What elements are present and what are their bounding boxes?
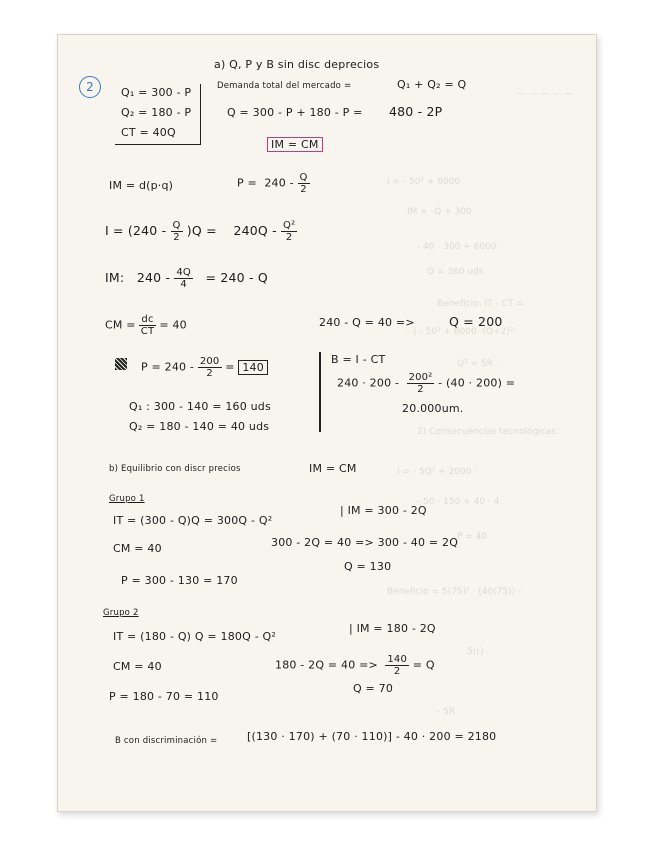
profit-result: 20.000um. (402, 402, 464, 415)
profit-discrimination-expression: [(130 · 170) + (70 · 110)] - 40 · 200 = 2180 (247, 730, 497, 743)
group-1-title: Grupo 1 (109, 494, 145, 504)
section-a-title: a) Q, P y B sin disc deprecios (214, 58, 380, 71)
demand-eq: Q₁ + Q₂ = Q (397, 78, 467, 91)
income-equation: I = (240 - $\frac{Q}{2}$ )Q = 240Q - $\frac{\text{Q²}}{2}$ (105, 220, 296, 243)
problem-number-circle: 2 (79, 76, 101, 98)
price-calc: P = 240 - $\frac{200}{2}$ = 140 (141, 356, 268, 379)
svg-text:2) Consecuencias tecnológicas:: 2) Consecuencias tecnológicas: (417, 427, 559, 437)
group-2-income: IT = (180 - Q) Q = 180Q - Q² (113, 630, 277, 643)
svg-text:Q = 360 uds: Q = 360 uds (427, 267, 484, 277)
given-q1: Q₁ = 300 - P (121, 86, 192, 99)
marginal-income-equation: IM: 240 - $\frac{4Q}{4}$ = 240 - Q (105, 267, 268, 290)
demand-result: 480 - 2P (389, 104, 443, 119)
group-1-marginal-income: | IM = 300 - 2Q (340, 504, 427, 517)
group-2-marginal-cost: CM = 40 (113, 660, 162, 673)
svg-text:- ( - 50² + 6000 ·(Q+2)²·: - ( - 50² + 6000 ·(Q+2)²· (407, 327, 517, 337)
bleed-line: — — — — — (517, 89, 574, 99)
group-1-solve: 300 - 2Q = 40 => 300 - 40 = 2Q (271, 536, 459, 549)
section-b-title: b) Equilibrio con discr precios (109, 464, 241, 474)
svg-text:I = - 50² + 6000: I = - 50² + 6000 (387, 177, 461, 187)
given-q2: Q₂ = 180 - P (121, 106, 192, 119)
vertical-divider (319, 352, 321, 432)
notebook-page (57, 34, 597, 812)
marginal-cost-equation: CM = $\frac{dc}{CT}$ = 40 (105, 314, 187, 337)
svg-text:- 50 · 150 + 40 · 4: - 50 · 150 + 40 · 4 (417, 497, 500, 507)
profit-discrimination-label: B con discriminación = (115, 736, 218, 746)
svg-text:5(r) -: 5(r) - (467, 647, 490, 657)
demand-sum: Q = 300 - P + 180 - P = (227, 106, 363, 119)
demand-label: Demanda total del mercado = (217, 81, 352, 91)
group-1-income: IT = (300 - Q)Q = 300Q - Q² (113, 514, 273, 527)
group-2-marginal-income: | IM = 180 - 2Q (349, 622, 436, 635)
group-2-solve: 180 - 2Q = 40 => $\frac{140}{2}$ = Q (275, 654, 435, 677)
givens-block (115, 84, 201, 145)
group-1-marginal-cost: CM = 40 (113, 542, 162, 555)
svg-text:- 40 · 300 + 6000 ·: - 40 · 300 + 6000 · (417, 242, 503, 252)
group-1-quantity: Q = 130 (344, 560, 392, 573)
svg-text:- 5R: - 5R (437, 707, 456, 717)
q1-result: Q₁ : 300 - 140 = 160 uds (129, 400, 271, 413)
group-2-title: Grupo 2 (103, 608, 139, 618)
given-ct: CT = 40Q (121, 126, 176, 139)
equilibrium-solve: 240 - Q = 40 => (319, 316, 415, 329)
profit-calc: 240 · 200 - $\frac{\text{200²}}{2}$ - (40 · 200) = (337, 372, 516, 395)
profit-definition: B = I - CT (331, 353, 386, 366)
group-2-quantity: Q = 70 (353, 682, 394, 695)
price-equation: P = 240 - $\frac{Q}{2}$ (237, 172, 308, 195)
quantity-result: Q = 200 (449, 314, 503, 329)
svg-text:IM = -Q + 300: IM = -Q + 300 (407, 207, 472, 217)
svg-text:I = - 5Q² + 2000 ·: I = - 5Q² + 2000 · (397, 467, 478, 477)
svg-text:Beneficio: IT - CT =: Beneficio: IT - CT = (437, 299, 524, 309)
group-1-price: P = 300 - 130 = 170 (121, 574, 238, 587)
scribble-mark (115, 358, 127, 370)
group-2-price: P = 180 - 70 = 110 (109, 690, 219, 703)
im-cm-box: IM = CM (267, 137, 323, 152)
price-result-box: 140 (238, 360, 268, 375)
svg-text:Beneficio = 5(75)² · (40(75)): Beneficio = 5(75)² · (40(75)) - (387, 587, 522, 597)
svg-text:Q² = 5R ·: Q² = 5R · (457, 359, 499, 369)
q2-result: Q₂ = 180 - 140 = 40 uds (129, 420, 270, 433)
section-b-im-cm: IM = CM (309, 462, 357, 475)
im-definition: IM = d(p·q) (109, 179, 174, 192)
svg-text:P = 40 ·: P = 40 · (457, 532, 493, 542)
